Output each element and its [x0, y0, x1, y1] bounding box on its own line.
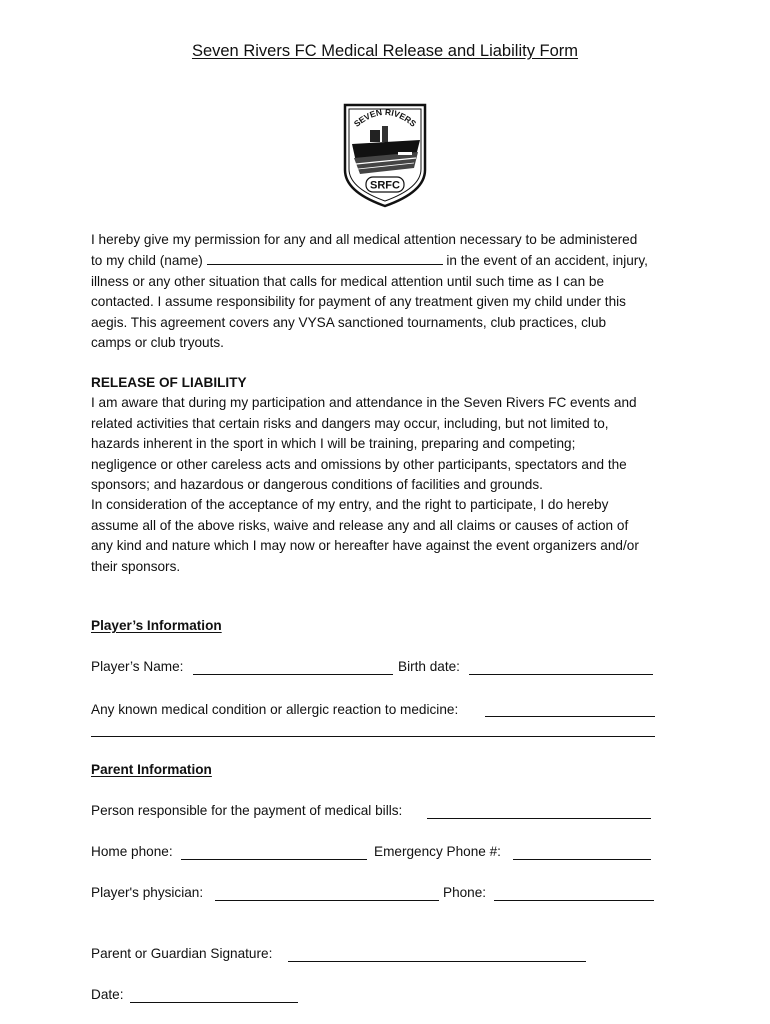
- date-field[interactable]: [130, 1002, 298, 1003]
- physician-phone-field[interactable]: [494, 900, 654, 901]
- permission-line: illness or any other situation that calls for medical attention until such time as I can be: [91, 273, 605, 289]
- parent-info-heading: Parent Information: [91, 762, 212, 777]
- release-line: In consideration of the acceptance of my entry, and the right to participate, I do hereby: [91, 497, 609, 513]
- release-line: assume all of the above risks, waive and release any and all claims or causes of action of: [91, 517, 629, 533]
- permission-line: aegis. This agreement covers any VYSA sanctioned tournaments, club practices, club: [91, 314, 607, 330]
- club-crest-logo: [340, 100, 430, 210]
- physician-label: Player's physician:: [91, 885, 204, 900]
- payment-responsible-label: Person responsible for the payment of medical bills:: [91, 803, 403, 818]
- release-line: related activities that certain risks and dangers may occur, including, but not limited to,: [91, 415, 609, 431]
- release-line: sponsors; and hazardous or dangerous conditions of facilities and grounds.: [91, 477, 543, 493]
- permission-paragraph: [91, 230, 691, 353]
- player-info-heading: Player’s Information: [91, 618, 222, 633]
- signature-label: Parent or Guardian Signature:: [91, 946, 273, 961]
- release-line: hazards inherent in the sport in which I will be training, preparing and competing;: [91, 436, 576, 452]
- medical-condition-field[interactable]: [485, 716, 655, 717]
- player-name-label: Player’s Name:: [91, 659, 184, 674]
- child-name-label: to my child (name): [91, 253, 203, 269]
- medical-condition-field-line2[interactable]: [91, 736, 655, 737]
- permission-line: I hereby give my permission for any and all medical attention necessary to be administered: [91, 232, 638, 247]
- physician-field[interactable]: [215, 900, 439, 901]
- release-section: [91, 373, 691, 577]
- permission-line-tail: in the event of an accident, injury,: [446, 253, 648, 269]
- birth-date-field[interactable]: [469, 674, 653, 675]
- permission-line: camps or club tryouts.: [91, 335, 224, 351]
- emergency-phone-label: Emergency Phone #:: [374, 844, 501, 859]
- page-title: Seven Rivers FC Medical Release and Liability Form: [191, 42, 579, 60]
- medical-condition-label: Any known medical condition or allergic reaction to medicine:: [91, 702, 459, 717]
- emergency-phone-field[interactable]: [513, 859, 651, 860]
- release-line: any kind and nature which I may now or hereafter have against the event organizers and/or: [91, 538, 639, 554]
- player-name-field[interactable]: [193, 674, 393, 675]
- crest-top-text: SEVEN RIVERS: [351, 106, 419, 129]
- child-name-field[interactable]: [207, 250, 443, 265]
- release-line: their sponsors.: [91, 558, 181, 574]
- physician-phone-label: Phone:: [443, 885, 487, 900]
- release-line: I am aware that during my participation and attendance in the Seven Rivers FC events and: [91, 395, 637, 411]
- release-heading: RELEASE OF LIABILITY: [91, 375, 247, 390]
- permission-line: contacted. I assume responsibility for payment of any treatment given my child under this: [91, 294, 626, 310]
- date-label: Date:: [91, 987, 124, 1002]
- payment-responsible-field[interactable]: [427, 818, 651, 819]
- home-phone-label: Home phone:: [91, 844, 173, 859]
- signature-field[interactable]: [288, 961, 586, 962]
- birth-date-label: Birth date:: [398, 659, 460, 674]
- crest-bottom-text: SRFC: [370, 179, 400, 192]
- home-phone-field[interactable]: [181, 859, 367, 860]
- release-line: negligence or other careless acts and omissions by other participants, spectators and the: [91, 456, 627, 472]
- permission-line-child-name: [91, 250, 691, 271]
